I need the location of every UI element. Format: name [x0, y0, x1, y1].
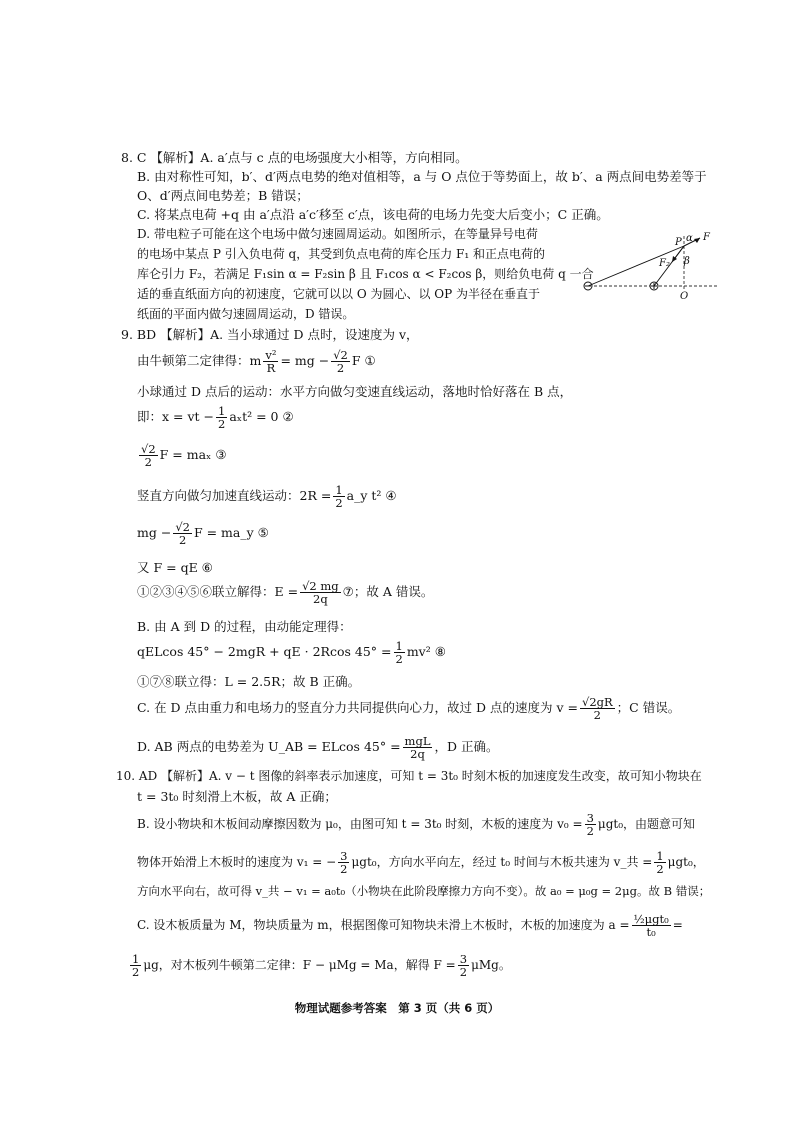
q10c2-mid: μg，对木板列牛顿第二定律：F − μMg = Ma，解得 F = — [143, 958, 456, 973]
q10-option-c-line2 — [128, 953, 511, 978]
q9-eq2 — [137, 405, 294, 430]
q10-header: 10. AD 【解析】A. v − t 图像的斜率表示加速度，可知 t = 3t₀ 时刻木板的加速度发生改变，故可知小物块在 — [116, 769, 702, 783]
eq3-frac: $\frac{√2}{2}$ — [141, 442, 156, 470]
q9d-pre: D. AB 两点的电势差为 U_AB = ELcos 45° = — [137, 739, 401, 755]
eq5-pre: mg − — [137, 525, 172, 541]
page-footer: 物理试题参考答案 第 3 页（共 6 页） — [294, 1001, 500, 1015]
q10b1-pre: B. 设小物块和木板间动摩擦因数为 μ₀，由图可知 t = 3t₀ 时刻，木板的速度为 v₀ = — [137, 817, 583, 832]
q9-eq8 — [137, 640, 446, 665]
q9-header: 9. BD 【解析】A. 当小球通过 D 点时，设速度为 v， — [121, 327, 419, 342]
q8-header: 8. C 【解析】A. a′点与 c 点的电场强度大小相等，方向相同。 — [121, 150, 468, 165]
eq2-post: aₓt² = 0 ② — [229, 409, 294, 425]
q9-eq6: 又 F = qE ⑥ — [137, 560, 213, 575]
angle-alpha-label: α — [686, 233, 693, 244]
q9-line2: 小球通过 D 点后的运动：水平方向做匀变速直线运动，落地时恰好落在 B 点， — [137, 384, 573, 399]
eq3-post: F = maₓ ③ — [159, 447, 227, 463]
force-f-label: F — [703, 232, 710, 243]
q8-option-b-line1: B. 由对称性可知，b′、d′两点电势的绝对值相等，a 与 O 点位于等势面上，故 b′、a 两点间电势差等于 — [137, 169, 707, 184]
q10b1-frac: $\frac{3}{2}$ — [586, 811, 594, 839]
q9-eq7 — [137, 580, 433, 605]
eq2-frac: $\frac{1}{2}$ — [218, 404, 226, 432]
eq2-pre: 即：x = vt − — [137, 409, 215, 425]
eq5-frac: $\frac{√2}{2}$ — [175, 520, 190, 548]
q9-eq5 — [137, 521, 269, 546]
q8-option-d-line3: 库仑引力 F₂，若满足 F₁sin α = F₂sin β 且 F₁cos α < F₂cos β，则给负电荷 q 一合 — [137, 267, 594, 281]
q10b2-mid: μgt₀，方向水平向左，经过 t₀ 时间与木板共速为 v_共 = — [351, 855, 653, 870]
q9c-post: ；C 错误。 — [616, 700, 681, 716]
q10b2-frac2: $\frac{1}{2}$ — [656, 849, 664, 877]
q9-eq1 — [137, 349, 376, 374]
q10c2-post: μMg。 — [471, 958, 511, 973]
q10b1-post: μgt₀，由题意可知 — [597, 817, 696, 832]
eq7-post: ⑦；故 A 错误。 — [342, 584, 434, 600]
eq8-pre: qELcos 45° − 2mgR + qE · 2Rcos 45° = — [137, 644, 392, 660]
eq4-frac: $\frac{1}{2}$ — [335, 483, 343, 511]
q10c1-frac: $\frac{\text{½μgt₀}}{\text{t₀}}$ — [633, 912, 669, 940]
angle-beta-label: β — [684, 256, 690, 267]
q10-option-b-line2 — [137, 850, 705, 875]
q10c2-frac2: $\frac{3}{2}$ — [459, 952, 468, 980]
q8-option-d-line4: 适的垂直纸面方向的初速度，它就可以以 O 为圆心、以 OP 为半径在垂直于 — [137, 287, 541, 301]
q8-option-d-line2: 的电场中某点 P 引入负电荷 q，其受到负点电荷的库仑压力 F₁ 和正点电荷的 — [137, 247, 545, 261]
eq1-post: F ① — [351, 353, 376, 369]
q8-option-c: C. 将某点电荷 +q 由 a′点沿 a′c′移至 c′点，该电荷的电场力先变大后变小；C 正确。 — [137, 207, 609, 222]
eq7-frac: $\frac{√2 mg}{2q}$ — [302, 579, 339, 607]
point-o-label: O — [680, 291, 689, 300]
q10b2-post: μgt₀， — [667, 855, 705, 870]
q9c-pre: C. 在 D 点由重力和电场力的竖直分力共同提供向心力，故过 D 点的速度为 v = — [137, 700, 578, 716]
q10-option-a-line2: t = 3t₀ 时刻滑上木板，故 A 正确； — [137, 789, 337, 804]
eq8-frac: $\frac{1}{2}$ — [395, 639, 403, 667]
q10c2-frac: $\frac{1}{2}$ — [132, 952, 140, 980]
q10-option-b-line1 — [137, 812, 695, 837]
point-p-label: P — [675, 237, 682, 248]
q9-eq9: ①⑦⑧联立得：L = 2.5R；故 B 正确。 — [137, 674, 361, 689]
q8-option-d-line5: 纸面的平面内做匀速圆周运动，D 错误。 — [137, 307, 355, 321]
q9-option-d — [137, 735, 498, 760]
eq1-mid: = mg − — [280, 353, 330, 369]
q9d-frac: $\frac{\text{mgL}}{2q}$ — [404, 734, 431, 762]
q9-eq4 — [137, 484, 397, 509]
q8-option-d-line1: D. 带电粒子可能在这个电场中做匀速圆周运动。如图所示，在等量异号电荷 — [137, 227, 538, 241]
q9-eq3 — [137, 443, 227, 468]
eq8-post: mv² ⑧ — [406, 644, 446, 660]
q10c1-post: = — [672, 918, 683, 933]
q10b2-pre: 物体开始滑上木板时的速度为 v₁ = − — [137, 855, 337, 870]
q10b2-frac: $\frac{3}{2}$ — [340, 849, 348, 877]
force-f2-label: F₂ — [659, 258, 670, 269]
eq1-frac2: $\frac{√2}{2}$ — [333, 348, 348, 376]
eq7-pre: ①②③④⑤⑥联立解得：E = — [137, 584, 299, 600]
q9c-frac: $\frac{√2gR}{2}$ — [582, 695, 613, 723]
q10c1-pre: C. 设木板质量为 M，物块质量为 m，根据图像可知物块未滑上木板时，木板的加速度为 a = — [137, 918, 630, 933]
q10-option-b-line3: 方向水平向右，故可得 v_共 − v₁ = a₀t₀（小物块在此阶段摩擦力方向不变）。故 a₀ = μ₀g = 2μg。故 B 错误； — [137, 884, 711, 898]
eq1-pre: 由牛顿第二定律得：m — [137, 353, 262, 369]
q10-option-c-line1 — [137, 913, 683, 938]
eq5-post: F = ma_y ⑤ — [193, 525, 269, 541]
eq4-post: a_y t² ④ — [346, 488, 397, 504]
q9d-post: ，D 正确。 — [434, 739, 499, 755]
eq1-frac: $\frac{\text{v²}}{R}$ — [265, 348, 277, 376]
q9-option-b: B. 由 A 到 D 的过程，由动能定理得： — [137, 619, 352, 634]
charge-force-diagram — [560, 228, 720, 300]
q9-option-c — [137, 696, 680, 721]
eq4-pre: 竖直方向做匀加速直线运动：2R = — [137, 488, 332, 504]
q8-option-b-line2: O、d′两点间电势差；B 错误； — [137, 188, 309, 203]
